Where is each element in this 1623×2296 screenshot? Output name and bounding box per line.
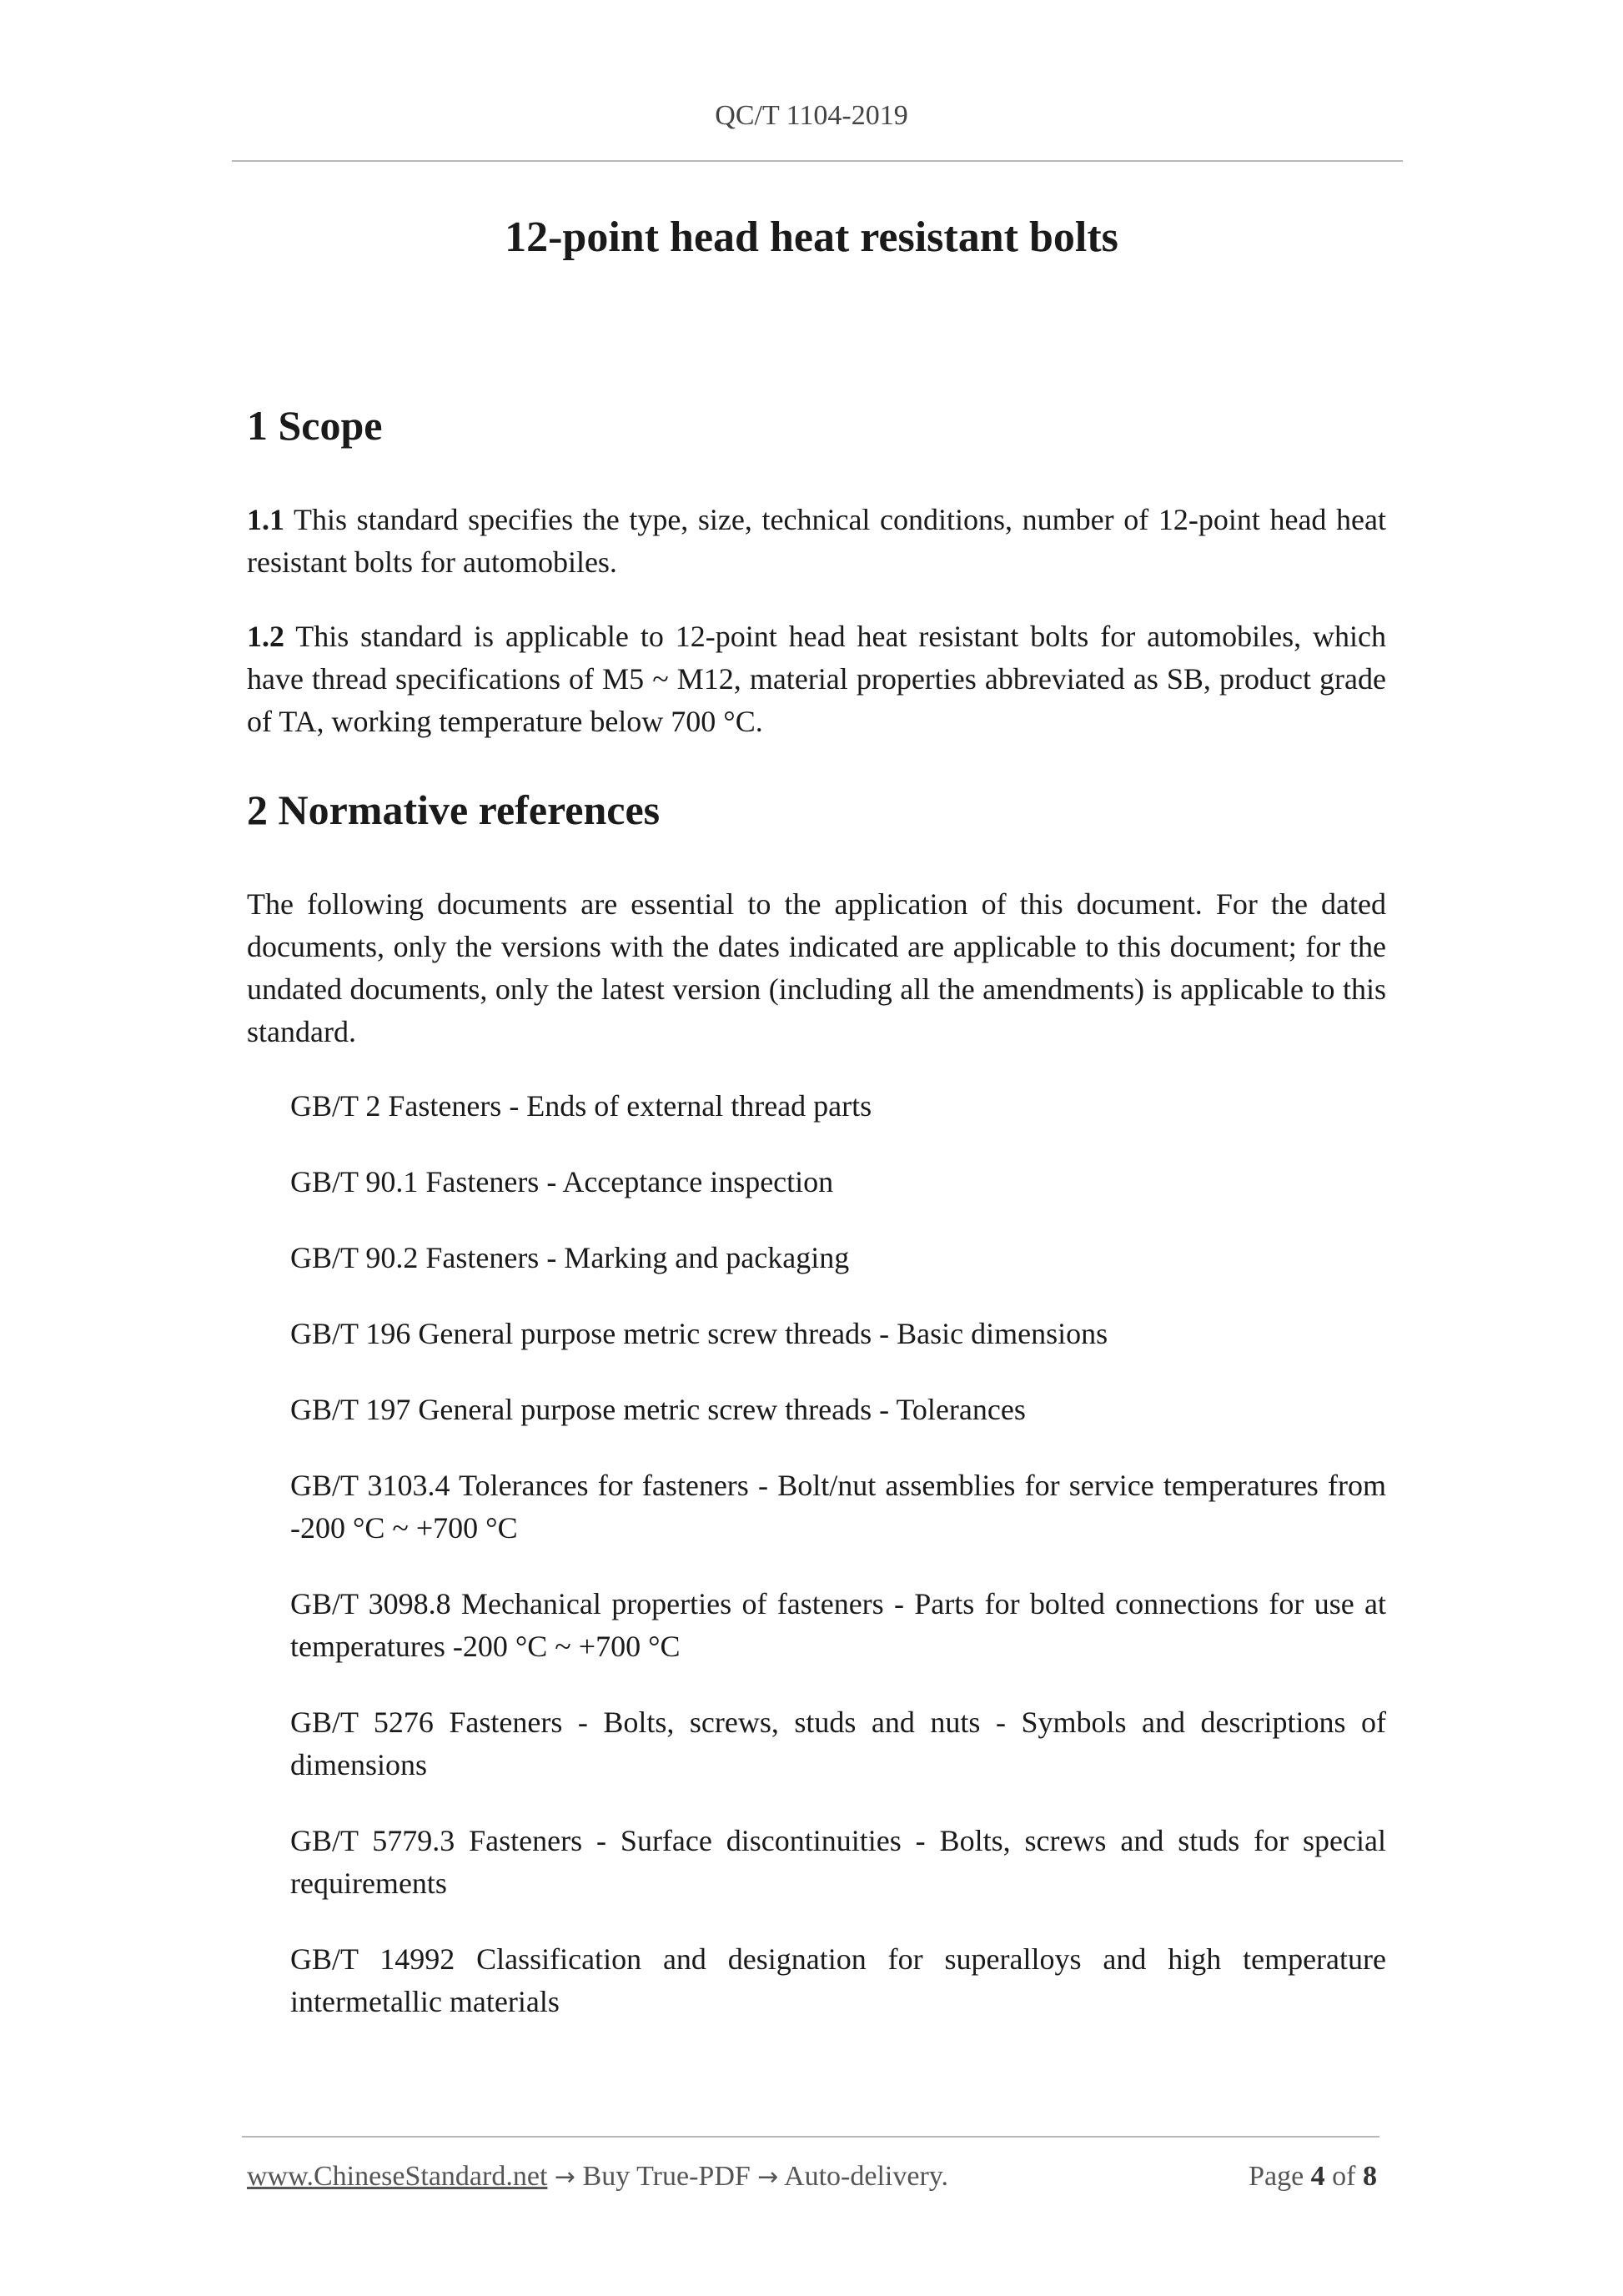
page-label: Page	[1249, 2161, 1311, 2192]
clause-text: This standard specifies the type, size, technical conditions, number of 12-point head heat resistant bolts for automobiles.	[247, 503, 1386, 579]
section-heading-scope: 1 Scope	[247, 402, 383, 449]
clause-number: 1.2	[247, 620, 284, 653]
total-pages: 8	[1363, 2161, 1377, 2192]
page-number	[1249, 2161, 1377, 2193]
arrow-right-icon: →	[554, 2163, 576, 2192]
chinesestandard-link[interactable]: www.ChineseStandard.net	[247, 2161, 548, 2192]
reference-item: GB/T 3103.4 Tolerances for fasteners - Bolt/nut assemblies for service temperatures from -200 °C ~ +700 °C	[290, 1469, 1386, 1545]
reference-item: GB/T 90.2 Fasteners - Marking and packaging	[290, 1241, 850, 1274]
clause-1-2	[247, 615, 1386, 743]
reference-item: GB/T 5276 Fasteners - Bolts, screws, studs and nuts - Symbols and descriptions of dimensions	[290, 1706, 1386, 1781]
reference-item: GB/T 3098.8 Mechanical properties of fasteners - Parts for bolted connections for use at temperatures -200 °C ~ +700 °C	[290, 1587, 1386, 1663]
clause-number: 1.1	[247, 503, 284, 536]
auto-delivery-text: Auto-delivery.	[778, 2161, 949, 2192]
reference-item: GB/T 2 Fasteners - Ends of external thread parts	[290, 1089, 872, 1123]
page-footer	[247, 2161, 1381, 2193]
references-intro: The following documents are essential to the application of this document. For the dated documents, only the versions with the dates indicated are applicable to this document; for the undated documents, only the latest version (including all the amendments) is applicable to this standard.	[247, 887, 1386, 1048]
document-title: 12-point head heat resistant bolts	[505, 214, 1118, 261]
arrow-right-icon: →	[757, 2163, 779, 2192]
page-of-label: of	[1324, 2161, 1363, 2192]
reference-list	[247, 1085, 1386, 2023]
reference-item: GB/T 5779.3 Fasteners - Surface discontinuities - Bolts, screws and studs for special requirements	[290, 1824, 1386, 1900]
document-body	[247, 400, 1386, 2057]
reference-item: GB/T 196 General purpose metric screw threads - Basic dimensions	[290, 1317, 1108, 1350]
document-code-header: QC/T 1104-2019	[715, 100, 908, 131]
header-divider	[232, 160, 1403, 162]
reference-item: GB/T 197 General purpose metric screw threads - Tolerances	[290, 1393, 1026, 1426]
reference-item: GB/T 14992 Classification and designation for superalloys and high temperature intermetallic materials	[290, 1942, 1386, 2018]
buy-pdf-text: Buy True-PDF	[575, 2161, 758, 2192]
current-page: 4	[1310, 2161, 1325, 2192]
reference-item: GB/T 90.1 Fasteners - Acceptance inspection	[290, 1165, 834, 1198]
clause-1-1	[247, 499, 1386, 584]
clause-text: This standard is applicable to 12-point head heat resistant bolts for automobiles, which have thread specifications of M5 ~ M12, material properties abbreviated as SB, product grade of TA, working temperature below 700 °C.	[247, 620, 1386, 738]
footer-divider	[242, 2136, 1379, 2138]
section-heading-normative-references: 2 Normative references	[247, 786, 661, 833]
